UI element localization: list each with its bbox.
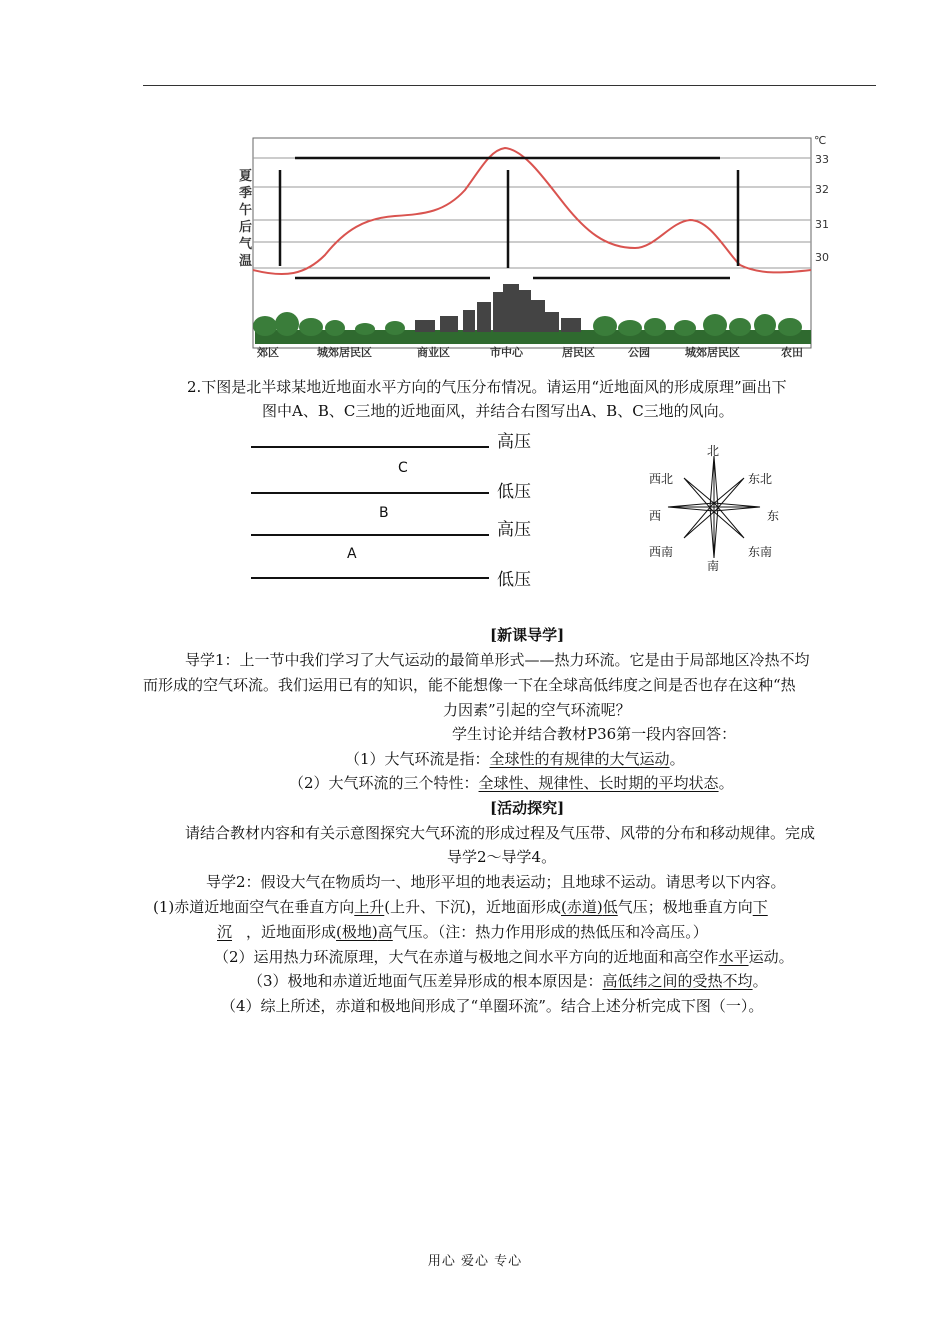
guide2-point4: （4）综上所述，赤道和极地间形成了“单圈环流”。结合上述分析完成下图（一）。 <box>221 997 764 1015</box>
heat-island-figure <box>225 130 829 360</box>
zone-label: 居民区 <box>562 346 595 359</box>
p1-answer-rise: 上升 <box>354 898 385 916</box>
temp-tick-31: 31 <box>815 218 829 231</box>
p1-answer-equator: (赤道) <box>560 898 603 916</box>
guide2-intro: 导学2：假设大气在物质均一、地形平坦的地表运动；且地球不运动。请思考以下内容。 <box>206 873 786 891</box>
pressure-label-low: 低压 <box>497 570 531 590</box>
point-a: A <box>347 546 357 562</box>
item2-answer: 全球性、规律性、长时期的平均状态 <box>478 774 719 792</box>
question-2-line1: 2.下图是北半球某地近地面水平方向的气压分布情况。请运用“近地面风的形成原理”画出下 <box>187 378 787 396</box>
answer-item-2 <box>289 773 734 793</box>
temp-tick-30: 30 <box>815 251 829 264</box>
answer-item-1 <box>345 749 685 769</box>
question-2-line2: 图中A、B、C三地的近地面风，并结合右图写出A、B、C三地的风向。 <box>262 402 734 420</box>
pressure-label-high: 高压 <box>497 432 531 452</box>
p1-text-e: 气压。（注：热力作用形成的热低压和冷高压。） <box>392 923 708 941</box>
p3-text-a: （3）极地和赤道近地面气压差异形成的根本原因是： <box>248 972 603 990</box>
p1-answer-low: 低 <box>602 898 618 916</box>
p1-answer-sink-a: 下 <box>752 898 768 916</box>
p1-answer-pole: (极地) <box>336 923 378 941</box>
guide1-line2: 而形成的空气环流。我们运用已有的知识，能不能想像一下在全球高低纬度之间是否也存在这种“热 <box>143 676 796 694</box>
item1-suffix: 。 <box>669 750 685 768</box>
compass-rose <box>640 440 790 575</box>
temp-tick-32: 32 <box>815 183 829 196</box>
compass-southeast: 东南 <box>748 545 773 559</box>
compass-south: 南 <box>707 559 720 573</box>
activity-intro-line1: 请结合教材内容和有关示意图探究大气环流的形成过程及气压带、风带的分布和移动规律。完成 <box>185 824 816 842</box>
point-b: B <box>379 505 389 521</box>
header-rule <box>143 85 876 86</box>
p2-answer: 水平 <box>718 948 749 966</box>
p1-answer-high: 高 <box>377 923 393 941</box>
zone-label: 公园 <box>628 346 650 359</box>
pressure-label-low: 低压 <box>497 482 531 502</box>
zone-label: 农田 <box>781 346 803 359</box>
p1-text-a: (1)赤道近地面空气在垂直方向 <box>153 898 355 916</box>
p1-text-d: ，近地面形成 <box>246 923 337 941</box>
compass-southwest: 西南 <box>649 545 674 559</box>
compass-east: 东 <box>767 509 780 523</box>
compass-northeast: 东北 <box>748 472 773 486</box>
p2-text-b: 运动。 <box>748 948 794 966</box>
compass-north: 北 <box>707 444 720 458</box>
section-title-activity: [活动探究] <box>490 799 565 817</box>
temp-tick-33: 33 <box>815 153 829 166</box>
point-c: C <box>398 460 408 476</box>
p2-text-a: （2）运用热力环流原理，大气在赤道与极地之间水平方向的近地面和高空作 <box>214 948 719 966</box>
item1-prefix: （1）大气环流是指： <box>345 750 490 768</box>
activity-intro-line2: 导学2～导学4。 <box>447 848 557 866</box>
pressure-figure <box>245 425 545 595</box>
item2-prefix: （2）大气环流的三个特性： <box>289 774 479 792</box>
compass-northwest: 西北 <box>649 472 674 486</box>
zone-label: 商业区 <box>417 346 450 359</box>
discussion-prompt: 学生讨论并结合教材P36第一段内容回答： <box>452 725 737 743</box>
zone-label: 市中心 <box>490 346 523 359</box>
p1-text-c: 气压；极地垂直方向 <box>617 898 753 916</box>
guide1-line3: 力因素”引起的空气环流呢？ <box>443 701 631 719</box>
guide2-point2 <box>214 947 794 967</box>
zone-label: 城郊居民区 <box>685 346 740 359</box>
p3-answer: 高低纬之间的受热不均 <box>602 972 753 990</box>
temp-unit: ℃ <box>814 134 827 147</box>
guide2-point1-line1 <box>153 897 768 917</box>
guide2-point3 <box>248 971 768 991</box>
page-footer: 用心 爱心 专心 <box>427 1254 523 1269</box>
item2-suffix: 。 <box>718 774 734 792</box>
zone-label: 郊区 <box>257 346 279 359</box>
city-skyline <box>253 284 811 344</box>
pressure-label-high: 高压 <box>497 520 531 540</box>
zone-label: 城郊居民区 <box>317 346 372 359</box>
item1-answer: 全球性的有规律的大气运动 <box>489 750 670 768</box>
section-title-new-lesson: [新课导学] <box>490 626 565 644</box>
p1-answer-sink-b: 沉 <box>217 923 233 941</box>
figure-y-label: 夏季午后气温 <box>239 169 253 269</box>
temperature-curve <box>253 148 811 274</box>
guide2-point1-line2 <box>217 922 708 942</box>
compass-west: 西 <box>649 509 662 523</box>
p1-text-b: (上升、下沉)，近地面形成 <box>384 898 561 916</box>
p3-text-b: 。 <box>752 972 768 990</box>
guide1-line1: 导学1：上一节中我们学习了大气运动的最简单形式——热力环流。它是由于局部地区冷热不均 <box>185 651 810 669</box>
